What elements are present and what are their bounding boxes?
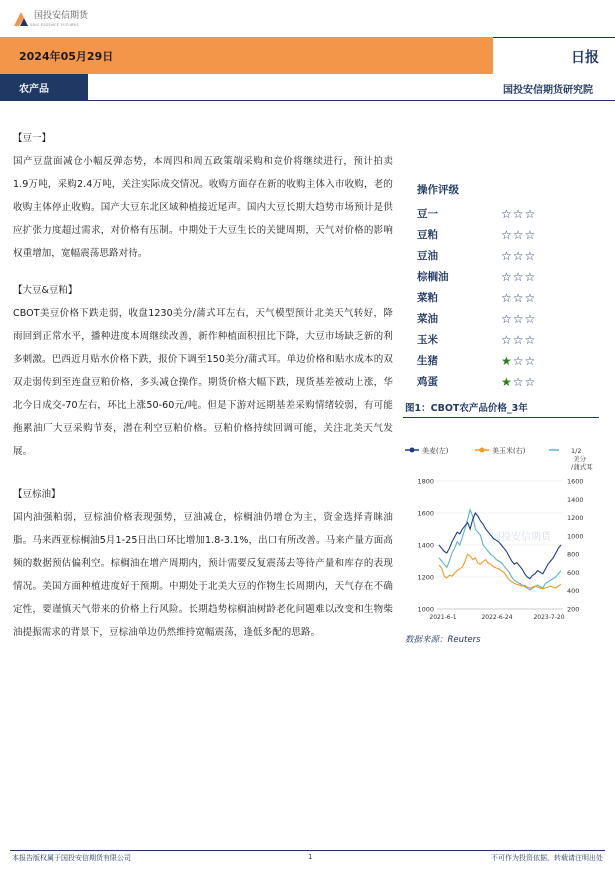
rating-row [417, 350, 597, 371]
institute-area [88, 74, 615, 101]
empty-star-icon: ☆ [512, 353, 524, 368]
figure-title: 图1：CBOT农产品价格_3年 [405, 403, 528, 414]
section-body: 国内油强粕弱，豆棕油价格表现强势，豆油减仓，棕榈油仍增仓为主，资金选择青睐油脂。马来西亚棕榈油5月1-25日出口环比增加1.8-3.1%，出口有所改善。马来产量方面高频的数据预估偏利空。棕榈油在增产周期内，预计需要反复震荡去等待产量和库存的表现情况。美国方面种植进度好于预期。中期处于北美大豆的作物生长周期内，天气存在不确定性，要谨慎天气带来的价格上行风险。长期趋势棕榈油树龄老化问题难以改变和生物柴油提振需求的背景下，豆棕油单边仍然维持宽幅震荡，逢低多配的思路。 [13, 512, 393, 638]
logo-text: 国投安信期货 [34, 10, 89, 21]
y-tick-label-right: 1600 [567, 477, 584, 486]
y-tick-label-right: 400 [567, 587, 580, 596]
y-tick-label-right: 200 [567, 605, 580, 614]
empty-star-icon: ☆ [524, 311, 536, 326]
watermark-text: 国投安信期货 [491, 532, 551, 543]
rating-commodity: 菜粕 [417, 292, 438, 304]
empty-star-icon: ☆ [512, 227, 524, 242]
rating-commodity: 生猪 [417, 355, 438, 367]
rating-title: 操作评级 [417, 184, 459, 196]
section-soy-palm-oil [13, 486, 393, 644]
category-band [0, 74, 615, 101]
rating-commodity: 豆粕 [417, 229, 438, 241]
y-tick-label-right: 1200 [567, 514, 584, 523]
section-title: 【大豆&豆粕】 [13, 285, 78, 296]
series-line [439, 510, 561, 590]
legend-label: 美麦(左) [422, 447, 449, 455]
section-soybean-one [13, 130, 393, 265]
star-rating [501, 208, 535, 220]
empty-star-icon: ☆ [512, 332, 524, 347]
y-tick-label-right: 600 [567, 568, 580, 577]
header-band [0, 37, 615, 74]
page-number: 1 [308, 853, 313, 861]
figure-divider [403, 417, 599, 418]
date-band [0, 37, 493, 74]
rating-row [417, 224, 597, 245]
x-tick-label: 2021-6-1 [429, 614, 457, 621]
empty-star-icon: ☆ [501, 248, 512, 263]
unit-label: /蒲式耳 [571, 463, 593, 471]
figure-source: 数据来源：Reuters [405, 635, 481, 645]
star-rating [501, 292, 535, 304]
logo-subtext: SDIC ESSENCE FUTURES [30, 22, 79, 27]
empty-star-icon: ☆ [501, 332, 512, 347]
title-area [493, 37, 615, 74]
star-rating [501, 355, 535, 367]
y-tick-label-right: 800 [567, 550, 580, 559]
rating-row [417, 371, 597, 392]
empty-star-icon: ☆ [524, 332, 536, 347]
empty-star-icon: ☆ [524, 206, 536, 221]
rating-commodity: 菜油 [417, 313, 438, 325]
rating-row [417, 287, 597, 308]
empty-star-icon: ☆ [524, 374, 536, 389]
rating-commodity: 豆一 [417, 208, 438, 220]
section-body: 国产豆盘面减仓小幅反弹态势，本周四和周五政策端采购和竞价将继续进行，预计拍卖1.9万吨，采购2.4万吨，关注实际成交情况。收购方面存在新的收购主体入市收购，老的收购主体停止收购。国产大豆东北区域种植接近尾声。国内大豆长期大趋势市场预计是供应扩张力度超过需求，对价格有压制。中期处于大豆生长的关键周期，天气对价格的影响权重增加，宽幅震荡思路对待。 [13, 156, 393, 259]
rating-commodity: 棕榈油 [417, 271, 449, 283]
y-tick-label-left: 1400 [417, 541, 434, 550]
legend-label: 美玉米(右) [492, 447, 526, 455]
star-rating [501, 250, 535, 262]
footer-divider [10, 850, 605, 851]
price-chart [403, 437, 601, 630]
rating-row [417, 245, 597, 266]
rating-row [417, 203, 597, 224]
section-body: CBOT美豆价格下跌走弱，收盘1230美分/蒲式耳左右，天气模型预计北美天气转好，降雨回到正常水平，播种进度本周继续改善，新作种植面积扭比下降，大豆市场缺乏新的利多刺激。巴西近月贴水价格下跌，报价下调至150美分/蒲式耳。单边价格和贴水成本的双双走弱传到至连盘豆粕价格，多头减仓操作。期货价格大幅下跌，现货基差被动上涨，华北今日成交-70左右，环比上涨50-60元/吨。但是下游对远期基差采购情绪较弱，有可能拖累油厂大豆采购节奏，潜在利空豆粕价格。豆粕价格持续回调可能，关注北美天气发展。 [13, 308, 393, 457]
y-tick-label-left: 1800 [417, 477, 434, 486]
unit-label: 美分 [573, 455, 586, 463]
empty-star-icon: ☆ [501, 311, 512, 326]
x-tick-label: 2023-7-20 [533, 614, 565, 621]
company-logo [12, 10, 88, 28]
empty-star-icon: ☆ [524, 248, 536, 263]
star-rating [501, 376, 535, 388]
empty-star-icon: ☆ [501, 290, 512, 305]
category-block [0, 74, 88, 101]
section-soybean-meal [13, 282, 393, 463]
empty-star-icon: ☆ [512, 374, 524, 389]
star-rating [501, 313, 535, 325]
series-line [439, 513, 561, 579]
empty-star-icon: ☆ [501, 206, 512, 221]
rating-row [417, 266, 597, 287]
legend-page: 1/2 [571, 447, 582, 455]
empty-star-icon: ☆ [524, 353, 536, 368]
star-rating [501, 271, 535, 283]
filled-star-icon: ★ [501, 353, 512, 368]
empty-star-icon: ☆ [524, 290, 536, 305]
y-tick-label-right: 1000 [567, 532, 584, 541]
empty-star-icon: ☆ [524, 269, 536, 284]
y-tick-label-left: 1600 [417, 509, 434, 518]
operation-rating [417, 182, 597, 392]
y-tick-label-right: 1400 [567, 495, 584, 504]
institute-name: 国投安信期货研究院 [503, 85, 593, 96]
report-date: 2024年05月29日 [19, 50, 114, 63]
legend-marker [480, 448, 485, 453]
filled-star-icon: ★ [501, 374, 512, 389]
rating-commodity: 玉米 [417, 334, 438, 346]
empty-star-icon: ☆ [512, 269, 524, 284]
empty-star-icon: ☆ [512, 248, 524, 263]
empty-star-icon: ☆ [524, 227, 536, 242]
logo-icon [12, 10, 30, 28]
y-tick-label-left: 1000 [417, 605, 434, 614]
star-rating [501, 229, 535, 241]
empty-star-icon: ☆ [501, 269, 512, 284]
empty-star-icon: ☆ [501, 227, 512, 242]
star-rating [501, 334, 535, 346]
rating-row [417, 308, 597, 329]
rating-commodity: 豆油 [417, 250, 438, 262]
legend-marker [410, 448, 415, 453]
empty-star-icon: ☆ [512, 290, 524, 305]
rating-row [417, 329, 597, 350]
section-title: 【豆一】 [13, 133, 52, 144]
footer-disclaimer: 不可作为投资依据，转载请注明出处 [491, 854, 603, 862]
x-tick-label: 2022-6-24 [481, 614, 513, 621]
series-line [439, 554, 561, 589]
empty-star-icon: ☆ [512, 311, 524, 326]
report-type: 日报 [571, 50, 599, 66]
section-title: 【豆棕油】 [13, 489, 61, 500]
commentary-column [13, 130, 393, 644]
footer-copyright: 本报告版权属于国投安信期货有限公司 [12, 854, 131, 862]
rating-commodity: 鸡蛋 [417, 376, 438, 388]
y-tick-label-left: 1200 [417, 573, 434, 582]
category-label: 农产品 [19, 84, 49, 95]
empty-star-icon: ☆ [512, 206, 524, 221]
rating-list [417, 203, 597, 392]
